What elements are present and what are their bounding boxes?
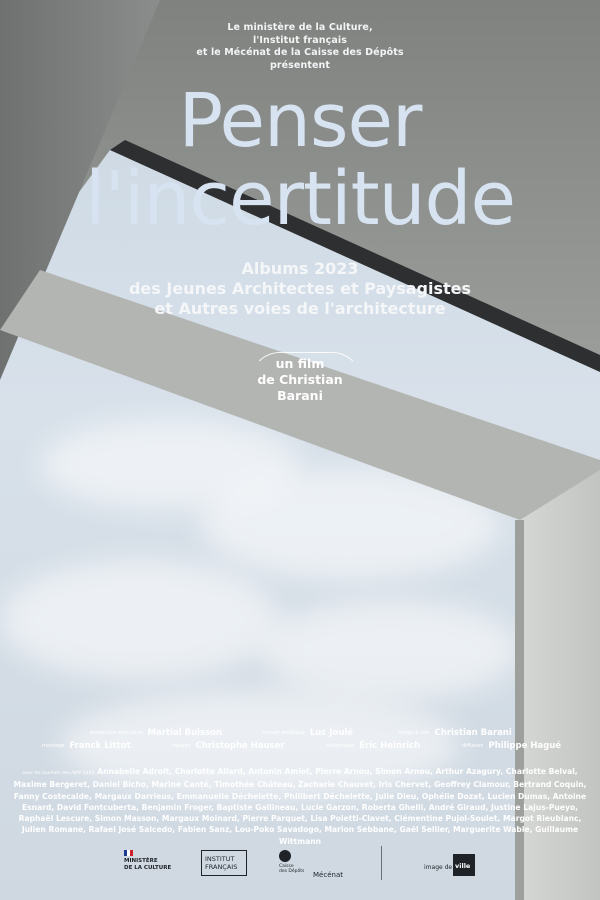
logo-divider [381,846,382,880]
institut-francais-logo [201,850,247,876]
caisse-depots-logo [279,850,349,880]
mecenat-label: Mécénat [313,871,343,879]
laureates-names: Annabelle Adroit, Charlotte Allard, Antonin Amiot, Pierre Arnou, Simon Arnou, Arthur Azagury, Charlotte Belval, Maxime Bergeret, Daniel Bicho, Marine Canté, Timothée Château, Zacharie Chauvet, Iris Chervet, Geoffrey Clamour, Bertrand Coquin, Fanny Costecalde, Margaux Darrieus, Emmanuelle Déchelette, Philibert Déchelette, Julie Dieu, Ophélie Dozat, Lucien Dumas, Antoine Esnard, David Fontcuberta, Benjamin Froger, Baptiste Gallineau, Lucie Garzon, Roberta Ghelli, André Giraud, Justine Lajus-Pueyo, Raphaël Lescure, Simon Masson, Margaux Moinard, Pierre Parquet, Lisa Poletti-Clavet, Clémentine Pujol-Soulet, Margot Rieublanc, Julien Romane, Rafael José Salcedo, Fabien Sanz, Lou-Poko Savadogo, Marion Sebbane, Gaël Sellier, Marguerite Wable, Guillaume Wittmann [13,767,587,846]
director-line: Barani [277,388,323,403]
poster-title [0,78,600,242]
credits-row [0,728,600,742]
presenters-line: et le Mécénat de la Caisse des Dépôts [196,47,404,58]
image-de-ville-logo [424,852,484,880]
subtitle-line: Albums 2023 [241,259,359,278]
presenters-line: présentent [269,59,331,71]
marianne-icon [124,850,133,856]
ministere-logo [124,850,184,882]
caisse-line: Caisse [279,864,294,869]
institut-line: INSTITUT [205,855,235,863]
caisse-line: des Dépôts [279,869,305,874]
credit-editing: montage Franck Littot [42,741,131,751]
institut-line: FRANÇAIS [205,862,238,871]
director-line: de Christian [257,372,343,387]
credit-image-sound: image & son Christian Barani [398,728,512,738]
credit-grading: étalonnage Éric Heinrich [326,741,421,751]
laureates-list [8,766,592,847]
caisse-circle-icon [279,850,291,862]
ville-label: ville [455,862,471,870]
subtitle-line: et Autres voies de l'architecture [154,299,446,318]
presenters-credit [0,22,600,72]
presenters-line: l'Institut français [253,34,347,46]
subtitle-line: des Jeunes Architectes et Paysagistes [128,279,472,298]
credit-production: production exécutive Martial Buisson [90,728,223,738]
credits-row [0,741,600,755]
title-line: l'incertitude [85,156,515,242]
title-line: Penser [178,78,422,164]
presenters-line: Le ministère de la Culture, [227,22,373,33]
poster-subtitle [0,259,600,319]
image-de-label: image de [424,864,453,871]
ministere-line: DE LA CULTURE [124,864,172,871]
laureates-lead: avec les lauréats des AJAP 2023 [22,771,95,776]
ministere-line: MINISTÈRE [124,858,158,864]
director-line: un film [275,356,325,371]
credit-distribution: diffusion Philippe Hagué [462,741,562,751]
director-credit [0,356,600,404]
credit-artistic: conseil artistique Luc Joulé [262,728,354,738]
partner-logos [0,846,600,886]
credit-mixing: mixage Christophe Hauser [172,741,285,751]
